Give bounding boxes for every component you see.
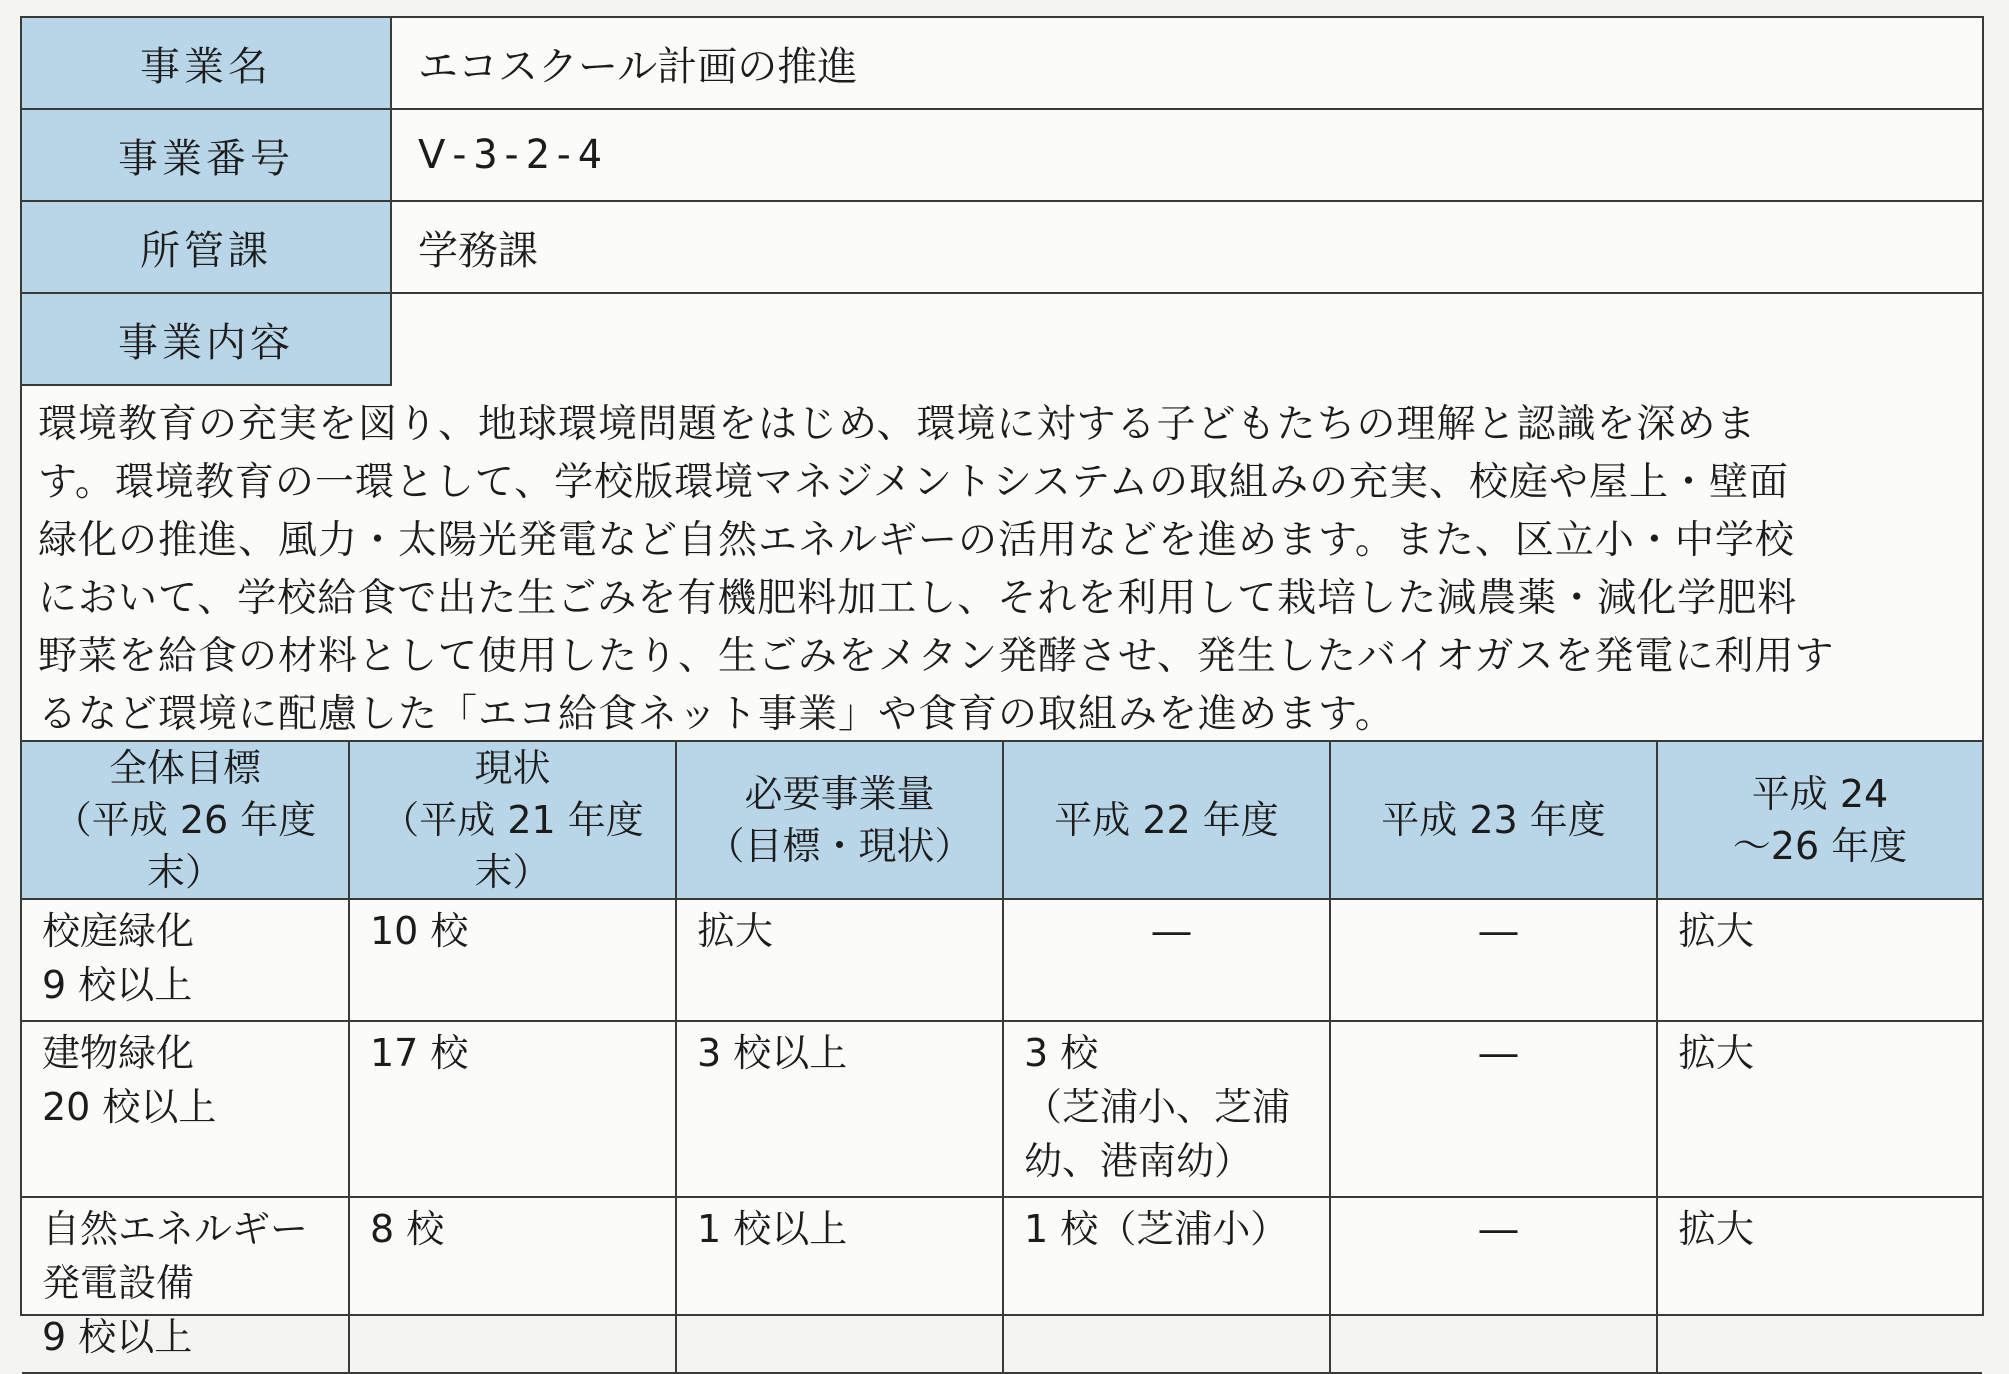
table-cell: 拡大 (676, 899, 1003, 1021)
header-overall-target: 全体目標 （平成 26 年度末） (22, 741, 349, 899)
table-row (22, 1021, 1982, 1197)
table-cell: 拡大 (1657, 1197, 1982, 1373)
project-number-row (22, 110, 1982, 202)
table-cell: ― (1330, 1021, 1657, 1197)
targets-table (22, 740, 1982, 1374)
description-line: す。環境教育の一環として、学校版環境マネジメントシステムの取組みの充実、校庭や屋上・壁面 (38, 460, 1790, 505)
content-label: 事業内容 (22, 294, 392, 386)
table-row (22, 899, 1982, 1021)
table-cell: 自然エネルギー 発電設備 9 校以上 (22, 1197, 349, 1373)
project-sheet (20, 16, 1984, 1359)
header-fy22: 平成 22 年度 (1003, 741, 1330, 899)
description-line: において、学校給食で出た生ごみを有機肥料加工し、それを利用して栽培した減農薬・減化学肥料 (38, 576, 1798, 621)
project-name-value: エコスクール計画の推進 (418, 43, 858, 90)
table-cell: ― (1330, 1197, 1657, 1373)
table-cell: 3 校 （芝浦小、芝浦 幼、港南幼） (1003, 1021, 1330, 1197)
table-cell: 17 校 (349, 1021, 676, 1197)
description-line: 環境教育の充実を図り、地球環境問題をはじめ、環境に対する子どもたちの理解と認識を深めま (38, 402, 1757, 447)
content-row (22, 294, 1982, 386)
table-cell: 拡大 (1657, 899, 1982, 1021)
table-cell: 10 校 (349, 899, 676, 1021)
table-cell: ― (1003, 899, 1330, 1021)
table-header-row (22, 741, 1982, 899)
description-line: るなど環境に配慮した「エコ給食ネット事業」や食育の取組みを進めます。 (38, 692, 1395, 737)
table-cell: ― (1330, 899, 1657, 1021)
table-cell: 3 校以上 (676, 1021, 1003, 1197)
table-row (22, 1197, 1982, 1373)
project-number-label: 事業番号 (22, 110, 392, 200)
project-number-value: Ⅴ-3-2-4 (418, 132, 604, 178)
header-fy23: 平成 23 年度 (1330, 741, 1657, 899)
table-cell: 1 校（芝浦小） (1003, 1197, 1330, 1373)
header-current-status: 現状 （平成 21 年度末） (349, 741, 676, 899)
description-line: 野菜を給食の材料として使用したり、生ごみをメタン発酵させ、発生したバイオガスを発電に利用す (38, 634, 1835, 679)
department-row (22, 202, 1982, 294)
description-line: 緑化の推進、風力・太陽光発電など自然エネルギーの活用などを進めます。また、区立小・中学校 (38, 518, 1795, 563)
header-required-volume: 必要事業量 （目標・現状） (676, 741, 1003, 899)
table-cell: 1 校以上 (676, 1197, 1003, 1373)
table-cell: 拡大 (1657, 1021, 1982, 1197)
project-description (38, 396, 1968, 744)
department-label: 所管課 (22, 202, 392, 292)
table-cell: 建物緑化 20 校以上 (22, 1021, 349, 1197)
project-name-label: 事業名 (22, 18, 392, 108)
table-cell: 校庭緑化 9 校以上 (22, 899, 349, 1021)
project-name-row (22, 18, 1982, 110)
department-value: 学務課 (418, 227, 538, 274)
header-fy24-26: 平成 24 ～26 年度 (1657, 741, 1982, 899)
table-cell: 8 校 (349, 1197, 676, 1373)
